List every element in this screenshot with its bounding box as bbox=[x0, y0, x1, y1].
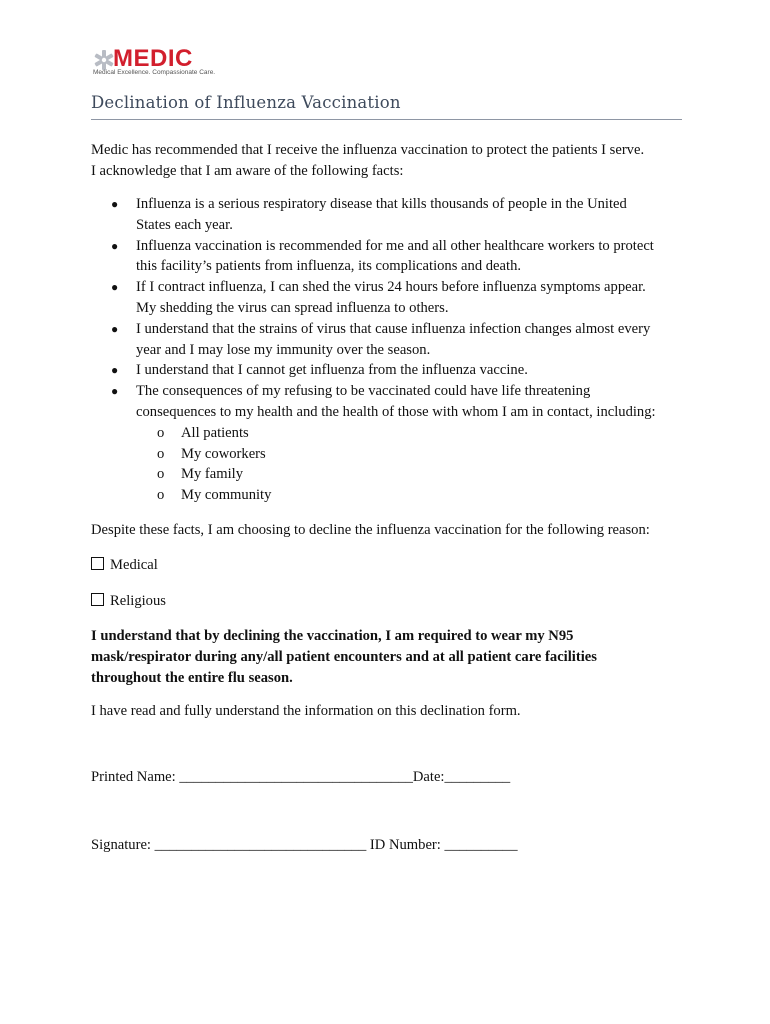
circle-bullet-icon: o bbox=[157, 424, 165, 441]
logo-wordmark: MEDIC bbox=[113, 45, 193, 72]
fact-item bbox=[91, 277, 656, 319]
fact-line: consequences to my health and the health of those with whom I am in contact, including: bbox=[136, 403, 656, 420]
sub-item-label: My coworkers bbox=[181, 445, 266, 462]
signature-row bbox=[91, 835, 517, 856]
bullet-icon: ● bbox=[111, 238, 119, 253]
medical-label: Medical bbox=[110, 557, 158, 573]
printed-name-label: Printed Name: bbox=[91, 769, 176, 785]
statement-line: mask/respirator during any/all patient encounters and at all patient care facilities bbox=[91, 648, 597, 665]
signature-label: Signature: bbox=[91, 837, 151, 853]
logo-tagline: Medical Excellence. Compassionate Care. bbox=[93, 69, 216, 76]
decline-statement: Despite these facts, I am choosing to decline the influenza vaccination for the following reason: bbox=[91, 522, 650, 538]
fact-line: Influenza vaccination is recommended for me and all other healthcare workers to protect bbox=[136, 237, 654, 254]
medical-option[interactable] bbox=[91, 555, 158, 576]
printed-name-row bbox=[91, 767, 510, 788]
religious-option[interactable] bbox=[91, 591, 166, 612]
fact-line: States each year. bbox=[136, 216, 233, 233]
date-label: Date: bbox=[412, 769, 445, 785]
sub-item bbox=[91, 464, 656, 485]
religious-label: Religious bbox=[110, 593, 166, 609]
title-divider bbox=[91, 119, 682, 120]
asterisk-star-icon bbox=[93, 49, 115, 71]
bullet-icon: ● bbox=[111, 280, 119, 295]
medical-checkbox[interactable] bbox=[91, 557, 104, 570]
bullet-icon: ● bbox=[111, 321, 119, 336]
id-number-label: ID Number: bbox=[369, 837, 441, 853]
fact-line: Influenza is a serious respiratory disease that kills thousands of people in the United bbox=[136, 196, 627, 212]
sub-item bbox=[91, 423, 656, 444]
fact-item bbox=[91, 236, 656, 278]
fact-item bbox=[91, 381, 656, 423]
intro-paragraph bbox=[91, 140, 644, 182]
fact-line: this facility’s patients from influenza, its complications and death. bbox=[136, 258, 522, 275]
bullet-icon: ● bbox=[111, 384, 119, 399]
facts-list bbox=[91, 194, 656, 506]
sub-item bbox=[91, 444, 656, 465]
id-number-field[interactable]: __________ bbox=[444, 837, 518, 853]
fact-line: The consequences of my refusing to be vaccinated could have life threatening bbox=[136, 383, 591, 400]
fact-item bbox=[91, 360, 656, 381]
fact-line: I understand that the strains of virus that cause influenza infection changes almost every bbox=[136, 320, 651, 337]
fact-item bbox=[91, 319, 656, 361]
intro-line: Medic has recommended that I receive the influenza vaccination to protect the patients I serve. bbox=[91, 142, 645, 158]
statement-line: throughout the entire flu season. bbox=[91, 669, 293, 686]
intro-line: I acknowledge that I am aware of the following facts: bbox=[91, 162, 404, 179]
bullet-icon: ● bbox=[111, 197, 119, 211]
circle-bullet-icon: o bbox=[157, 445, 165, 462]
fact-line: If I contract influenza, I can shed the virus 24 hours before influenza symptoms appear. bbox=[136, 279, 646, 296]
bullet-icon: ● bbox=[111, 363, 119, 378]
acknowledgement-statement: I have read and fully understand the information on this declination form. bbox=[91, 703, 521, 719]
circle-bullet-icon: o bbox=[157, 487, 165, 504]
religious-checkbox[interactable] bbox=[91, 593, 104, 606]
date-field[interactable]: _________ bbox=[444, 769, 511, 785]
statement-line: I understand that by declining the vaccination, I am required to wear my N95 bbox=[91, 628, 574, 644]
signature-field[interactable]: _____________________________ bbox=[154, 837, 367, 853]
sub-item bbox=[91, 485, 656, 506]
page-title: Declination of Influenza Vaccination bbox=[91, 93, 401, 112]
sub-item-label: All patients bbox=[181, 424, 249, 441]
n95-requirement-statement bbox=[91, 626, 597, 688]
circle-bullet-icon: o bbox=[157, 466, 165, 483]
fact-item bbox=[91, 194, 656, 236]
sub-item-label: My community bbox=[181, 487, 272, 504]
sub-item-label: My family bbox=[181, 466, 244, 483]
fact-line: My shedding the virus can spread influenza to others. bbox=[136, 299, 449, 316]
printed-name-field[interactable]: ________________________________ bbox=[179, 769, 413, 785]
medic-logo bbox=[93, 45, 216, 80]
fact-line: I understand that I cannot get influenza from the influenza vaccine. bbox=[136, 362, 528, 379]
fact-line: year and I may lose my immunity over the season. bbox=[136, 341, 431, 358]
